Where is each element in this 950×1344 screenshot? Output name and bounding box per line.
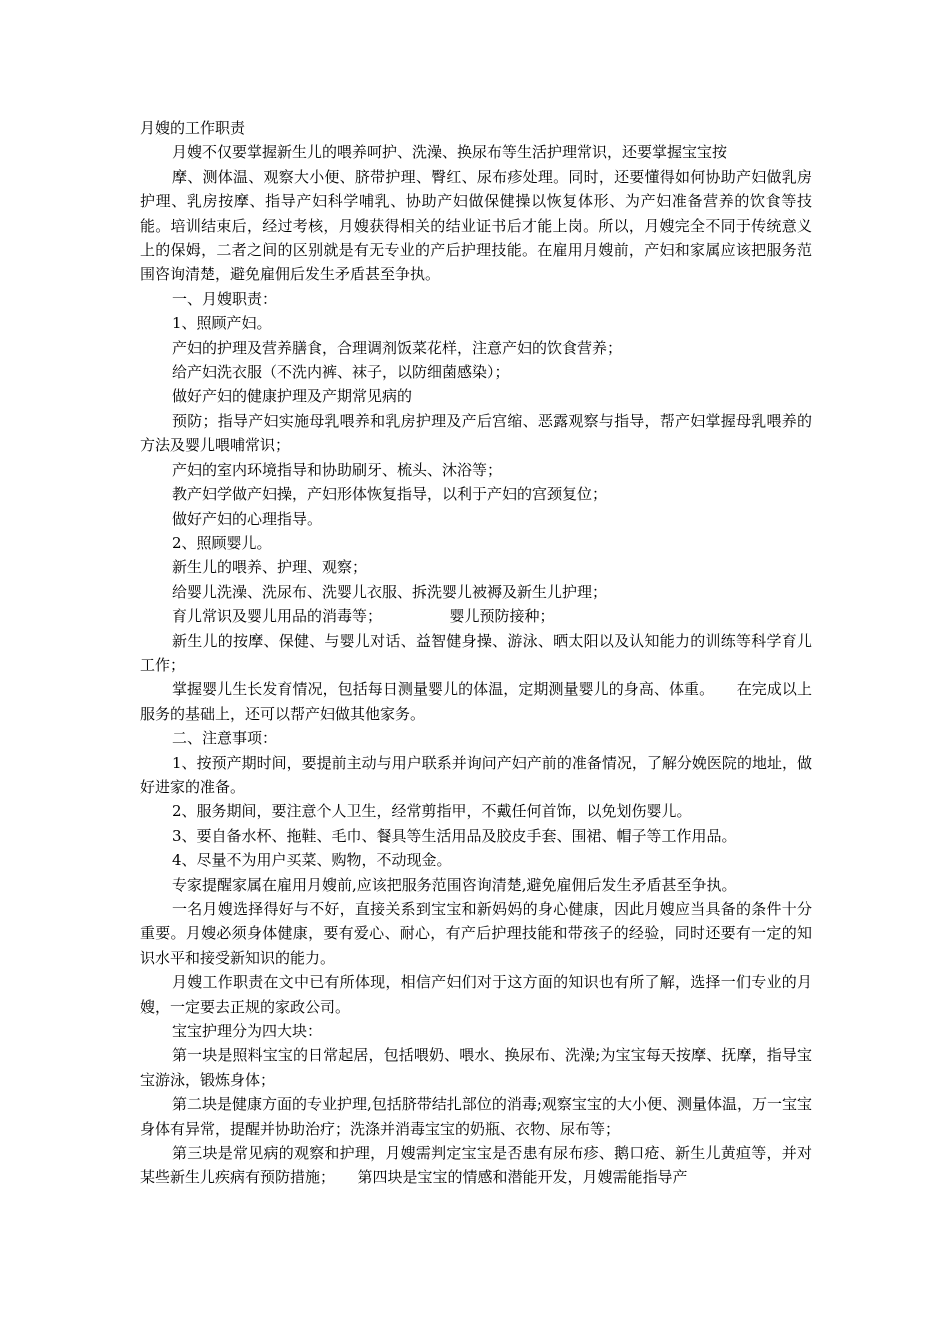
paragraph: 第二块是健康方面的专业护理,包括脐带结扎部位的消毒;观察宝宝的大小便、测量体温，万一宝宝身体有异常，提醒并协助治疗；洗涤并消毒宝宝的奶瓶、衣物、尿布等； bbox=[140, 1095, 812, 1138]
intro-rest: 摩、测体温、观察大小便、脐带护理、臀红、尿布疹处理。同时，还要懂得如何协助产妇做乳房护理、乳房按摩、指导产妇科学哺乳、协助产妇做保健操以恢复体形、为产妇准备营养的饮食等技能。培训结束后，经过考核，月嫂获得相关的结业证书后才能上岗。所以，月嫂完全不同于传统意义上的保姆，二者之间的区别就是有无专业的产后护理技能。在雇用月嫂前，产妇和家属应该把服务范围咨询清楚，避免雇佣后发生矛盾甚至争执。 bbox=[140, 167, 812, 284]
intro-first-line: 月嫂不仅要掌握新生儿的喂养呵护、洗澡、换尿布等生活护理常识，还要掌握宝宝按 bbox=[172, 143, 728, 162]
paragraph: 3、要自备水杯、拖鞋、毛巾、餐具等生活用品及胶皮手套、围裙、帽子等工作用品。 bbox=[172, 826, 737, 845]
document-page bbox=[140, 116, 812, 1190]
paragraph: 2、服务期间，要注意个人卫生，经常剪指甲，不戴任何首饰，以免划伤婴儿。 bbox=[172, 802, 692, 821]
paragraph: 一名月嫂选择得好与不好，直接关系到宝宝和新妈妈的身心健康，因此月嫂应当具备的条件十分重要。月嫂必须身体健康，要有爱心、耐心，有产后护理技能和带孩子的经验，同时还要有一定的知识水平和接受新知识的能力。 bbox=[140, 900, 812, 967]
paragraph: 专家提醒家属在雇用月嫂前,应该把服务范围咨询清楚,避免雇佣后发生矛盾甚至争执。 bbox=[172, 875, 737, 894]
paragraph: 预防；指导产妇实施母乳喂养和乳房护理及产后宫缩、恶露观察与指导，帮产妇掌握母乳喂养的方法及婴儿喂哺常识； bbox=[140, 411, 812, 455]
paragraph: 产妇的护理及营养膳食，合理调剂饭菜花样，注意产妇的饮食营养； bbox=[172, 338, 623, 357]
paragraph: 给产妇洗衣服（不洗内裤、袜子，以防细菌感染）； bbox=[172, 363, 510, 382]
paragraph: 做好产妇的健康护理及产期常见病的 bbox=[172, 387, 413, 406]
paragraph: 2、照顾婴儿。 bbox=[172, 533, 272, 552]
paragraph: 产妇的室内环境指导和协助刷牙、梳头、沐浴等； bbox=[172, 460, 503, 479]
paragraph: 做好产妇的心理指导。 bbox=[172, 509, 323, 528]
paragraph: 新生儿的按摩、保健、与婴儿对话、益智健身操、游泳、晒太阳以及认知能力的训练等科学育儿工作； bbox=[140, 631, 812, 674]
body-paragraphs bbox=[140, 287, 812, 1190]
paragraph: 第三块是常见病的观察和护理，月嫂需判定宝宝是否患有尿布疹、鹅口疮、新生儿黄疸等，并对某些新生儿疾病有预防措施； 第四块是宝宝的情感和潜能开发，月嫂需能指导产 bbox=[140, 1144, 812, 1187]
paragraph: 1、照顾产妇。 bbox=[172, 314, 272, 333]
paragraph: 二、注意事项： bbox=[172, 729, 278, 748]
paragraph: 月嫂工作职责在文中已有所体现，相信产妇们对于这方面的知识也有所了解，选择一们专业的月嫂，一定要去正规的家政公司。 bbox=[140, 973, 812, 1016]
document-title: 月嫂的工作职责 bbox=[140, 119, 246, 137]
paragraph: 1、按预产期时间，要提前主动与用户联系并询问产妇产前的准备情况，了解分娩医院的地址，做好进家的准备。 bbox=[140, 753, 812, 796]
paragraph: 教产妇学做产妇操，产妇形体恢复指导，以利于产妇的宫颈复位； bbox=[172, 485, 608, 504]
paragraph: 育儿常识及婴儿用品的消毒等； 婴儿预防接种； bbox=[172, 607, 555, 626]
paragraph: 宝宝护理分为四大块： bbox=[172, 1022, 323, 1041]
paragraph: 新生儿的喂养、护理、观察； bbox=[172, 558, 368, 577]
paragraph: 给婴儿洗澡、洗尿布、洗婴儿衣服、拆洗婴儿被褥及新生儿护理； bbox=[172, 582, 608, 601]
paragraph: 一、月嫂职责： bbox=[172, 289, 278, 308]
paragraph: 4、尽量不为用户买菜、购物，不动现金。 bbox=[172, 851, 452, 870]
paragraph: 第一块是照料宝宝的日常起居，包括喂奶、喂水、换尿布、洗澡;为宝宝每天按摩、抚摩，指导宝宝游泳，锻炼身体； bbox=[140, 1046, 812, 1089]
paragraph: 掌握婴儿生长发育情况，包括每日测量婴儿的体温，定期测量婴儿的身高、体重。 在完成以上服务的基础上，还可以帮产妇做其他家务。 bbox=[140, 680, 812, 723]
